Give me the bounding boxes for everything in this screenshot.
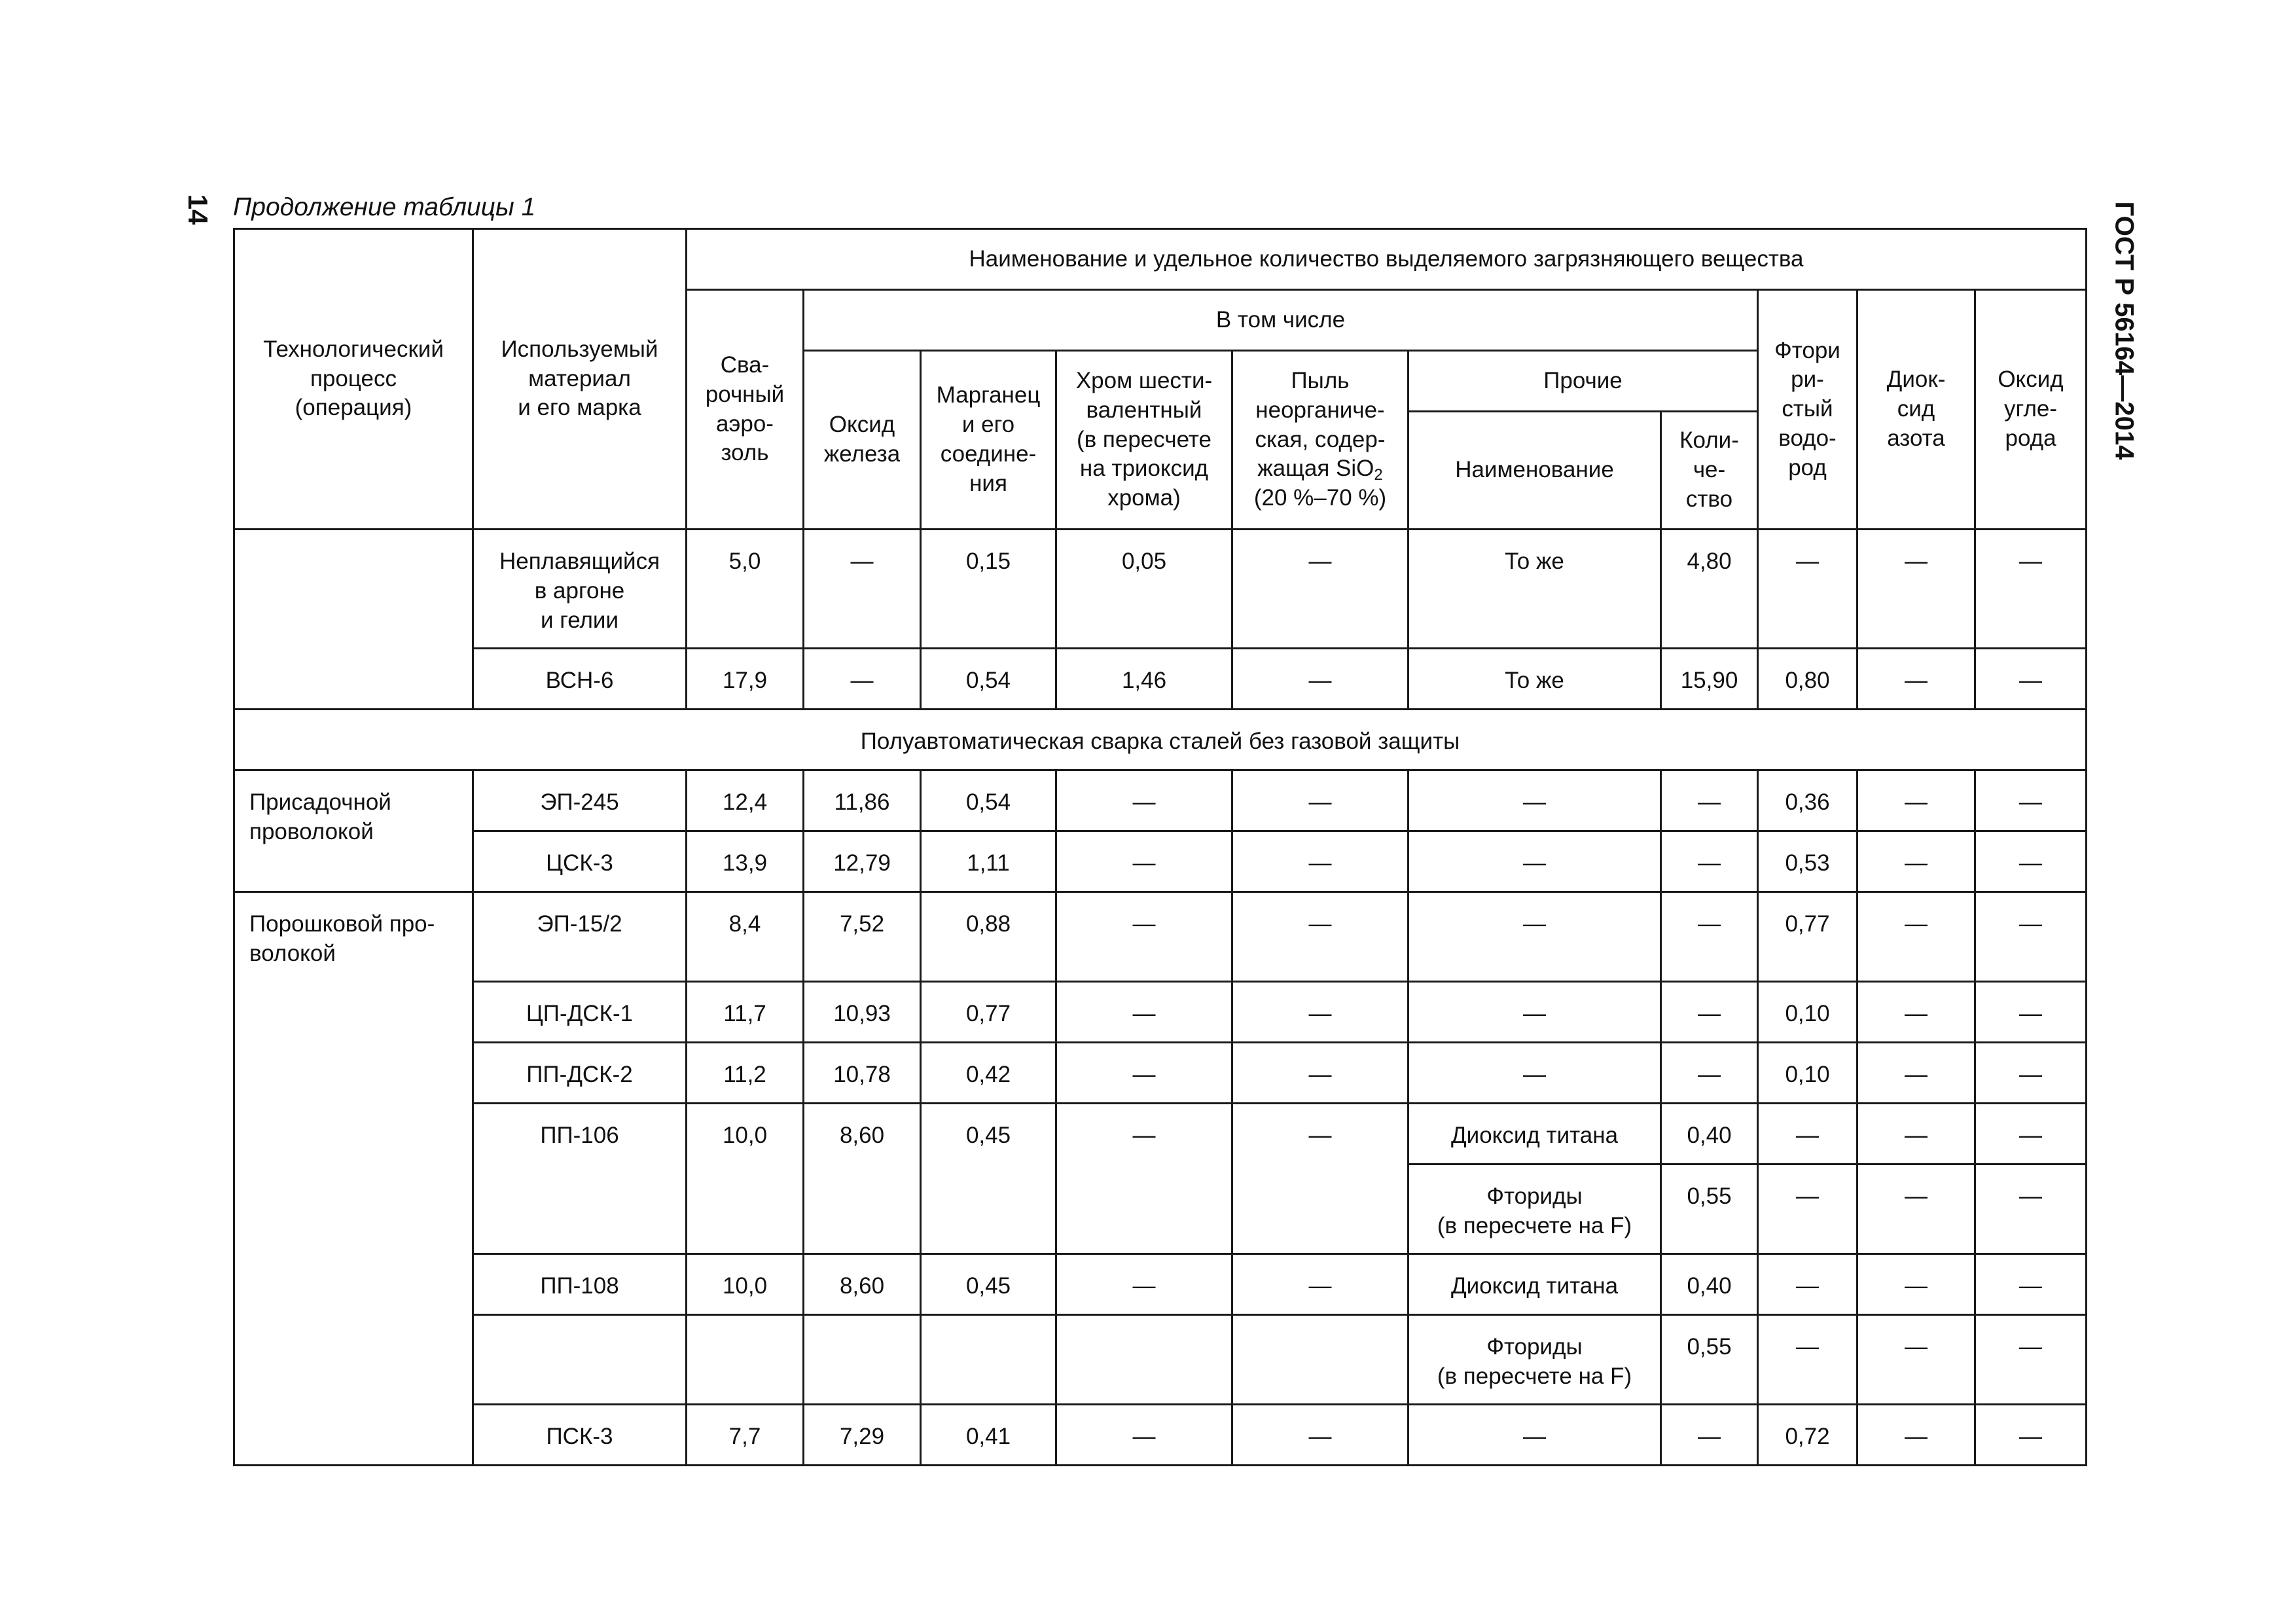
cell-no2: — [1857,1315,1975,1405]
cell-material: ЭП-245 [473,770,687,831]
cell-process: Порошковой про- волокой [234,892,473,1466]
cell-manganese: 0,77 [921,982,1056,1043]
table-caption: Продолжение таблицы 1 [233,193,536,221]
cell-iron-oxide: — [804,649,921,710]
cell-manganese: 0,42 [921,1043,1056,1104]
cell-hf: — [1758,1315,1857,1405]
table-row [234,1043,2087,1104]
cell-dust: — [1232,982,1408,1043]
cell-manganese: 1,11 [921,831,1056,892]
table-row [234,892,2087,982]
cell-aerosol: 10,0 [687,1254,804,1315]
cell-no2: — [1857,982,1975,1043]
cell-process [234,530,473,710]
cell-no2: — [1857,892,1975,982]
cell-iron-oxide: 8,60 [804,1254,921,1315]
header-no2: Диок- сид азота [1857,290,1975,530]
cell-other-name: — [1408,831,1661,892]
cell-other-qty: — [1661,770,1758,831]
header-other-name: Наименование [1408,412,1661,530]
cell-co: — [1975,831,2087,892]
cell-hf: 0,80 [1758,649,1857,710]
header-aerosol: Сва- рочный аэро- золь [687,290,804,530]
table-row [234,982,2087,1043]
cell-co: — [1975,1043,2087,1104]
header-including: В том числе [804,290,1758,351]
cell-manganese: 0,45 [921,1254,1056,1315]
table-row [234,831,2087,892]
cell-co: — [1975,1315,2087,1405]
cell-aerosol: 11,7 [687,982,804,1043]
cell-no2: — [1857,770,1975,831]
cell-chromium: — [1056,1104,1232,1254]
cell-chromium: — [1056,1254,1232,1315]
cell-co: — [1975,1254,2087,1315]
cell-aerosol: 11,2 [687,1043,804,1104]
cell-material [473,1315,687,1405]
cell-co: — [1975,892,2087,982]
cell-material: ЦСК-3 [473,831,687,892]
cell-other-name: Диоксид титана [1408,1254,1661,1315]
cell-hf: — [1758,1164,1857,1254]
cell-other-name: То же [1408,530,1661,649]
header-other: Прочие [1408,351,1758,412]
header-hf: Фтори ри- стый водо- род [1758,290,1857,530]
cell-manganese: 0,41 [921,1405,1056,1466]
cell-hf: — [1758,530,1857,649]
cell-aerosol: 10,0 [687,1104,804,1254]
cell-other-name: Диоксид титана [1408,1104,1661,1164]
cell-other-qty: — [1661,831,1758,892]
cell-aerosol: 7,7 [687,1405,804,1466]
cell-other-qty: — [1661,1405,1758,1466]
cell-chromium: — [1056,1043,1232,1104]
cell-aerosol: 13,9 [687,831,804,892]
cell-iron-oxide: 7,29 [804,1405,921,1466]
cell-aerosol: 17,9 [687,649,804,710]
cell-other-name: — [1408,770,1661,831]
cell-material: ПП-ДСК-2 [473,1043,687,1104]
header-material: Используемый материал и его марка [473,229,687,530]
cell-dust: — [1232,831,1408,892]
header-iron-oxide: Оксид железа [804,351,921,530]
cell-iron-oxide [804,1315,921,1405]
cell-chromium: — [1056,892,1232,982]
document-code: ГОСТ Р 56164—2014 [2109,201,2139,460]
cell-other-qty: 4,80 [1661,530,1758,649]
cell-manganese: 0,54 [921,770,1056,831]
cell-chromium: — [1056,1405,1232,1466]
cell-manganese [921,1315,1056,1405]
cell-other-name: — [1408,1405,1661,1466]
cell-hf: 0,77 [1758,892,1857,982]
cell-iron-oxide: 11,86 [804,770,921,831]
cell-manganese: 0,88 [921,892,1056,982]
cell-material: Неплавящийся в аргоне и гелии [473,530,687,649]
cell-co: — [1975,530,2087,649]
cell-material: ВСН-6 [473,649,687,710]
table-row [234,1405,2087,1466]
cell-hf: — [1758,1254,1857,1315]
cell-other-name: Фториды (в пересчете на F) [1408,1164,1661,1254]
cell-hf: 0,36 [1758,770,1857,831]
cell-co: — [1975,649,2087,710]
cell-manganese: 0,54 [921,649,1056,710]
cell-hf: 0,72 [1758,1405,1857,1466]
header-process: Технологический процесс (операция) [234,229,473,530]
cell-aerosol: 12,4 [687,770,804,831]
cell-no2: — [1857,831,1975,892]
cell-other-name: То же [1408,649,1661,710]
cell-iron-oxide: 12,79 [804,831,921,892]
table-row [234,530,2087,649]
cell-dust: — [1232,649,1408,710]
cell-chromium: — [1056,982,1232,1043]
cell-material: ПП-106 [473,1104,687,1254]
cell-no2: — [1857,1104,1975,1164]
cell-no2: — [1857,1254,1975,1315]
cell-material: ЭП-15/2 [473,892,687,982]
cell-hf: 0,10 [1758,982,1857,1043]
table-row [234,1254,2087,1315]
cell-other-name: — [1408,892,1661,982]
page-number: 14 [183,194,213,225]
header-other-qty: Коли- че- ство [1661,412,1758,530]
cell-dust: — [1232,770,1408,831]
table-row [234,1315,2087,1405]
cell-dust: — [1232,1104,1408,1254]
cell-material: ПСК-3 [473,1405,687,1466]
header-dust: Пыль неорганиче- ская, содер- жащая SiO$_2$ (20 %–70 %) [1232,351,1408,530]
cell-chromium: — [1056,770,1232,831]
cell-process: Присадочной проволокой [234,770,473,892]
cell-aerosol: 5,0 [687,530,804,649]
cell-co: — [1975,1405,2087,1466]
cell-iron-oxide: 7,52 [804,892,921,982]
header-manganese: Марганец и его соедине- ния [921,351,1056,530]
cell-iron-oxide: 8,60 [804,1104,921,1254]
cell-hf: 0,10 [1758,1043,1857,1104]
cell-material: ПП-108 [473,1254,687,1315]
cell-manganese: 0,45 [921,1104,1056,1254]
cell-iron-oxide: 10,78 [804,1043,921,1104]
cell-dust [1232,1315,1408,1405]
cell-other-name: Фториды (в пересчете на F) [1408,1315,1661,1405]
cell-other-qty: — [1661,892,1758,982]
cell-dust: — [1232,530,1408,649]
cell-no2: — [1857,530,1975,649]
cell-no2: — [1857,1405,1975,1466]
cell-chromium: 0,05 [1056,530,1232,649]
cell-other-name: — [1408,982,1661,1043]
cell-material: ЦП-ДСК-1 [473,982,687,1043]
cell-dust: — [1232,1405,1408,1466]
header-co: Оксид угле- рода [1975,290,2087,530]
cell-chromium: 1,46 [1056,649,1232,710]
cell-hf: — [1758,1104,1857,1164]
cell-co: — [1975,1104,2087,1164]
section-title: Полуавтоматическая сварка сталей без газовой защиты [234,710,2087,770]
table-body [234,530,2087,1466]
cell-hf: 0,53 [1758,831,1857,892]
cell-other-qty: 0,40 [1661,1104,1758,1164]
cell-other-qty: — [1661,1043,1758,1104]
table-row [234,710,2087,770]
cell-co: — [1975,982,2087,1043]
cell-other-qty: 15,90 [1661,649,1758,710]
cell-no2: — [1857,1164,1975,1254]
cell-manganese: 0,15 [921,530,1056,649]
cell-other-qty: 0,40 [1661,1254,1758,1315]
table-row [234,770,2087,831]
cell-co: — [1975,770,2087,831]
table-row [234,1104,2087,1164]
cell-chromium [1056,1315,1232,1405]
cell-no2: — [1857,649,1975,710]
header-chromium: Хром шести- валентный (в пересчете на триоксид хрома) [1056,351,1232,530]
cell-dust: — [1232,1043,1408,1104]
cell-iron-oxide: 10,93 [804,982,921,1043]
cell-aerosol: 8,4 [687,892,804,982]
emissions-table [233,228,2087,1466]
cell-other-qty: 0,55 [1661,1164,1758,1254]
cell-dust: — [1232,892,1408,982]
cell-aerosol [687,1315,804,1405]
cell-other-qty: — [1661,982,1758,1043]
cell-chromium: — [1056,831,1232,892]
cell-other-qty: 0,55 [1661,1315,1758,1405]
table-row [234,649,2087,710]
cell-no2: — [1857,1043,1975,1104]
cell-iron-oxide: — [804,530,921,649]
table-header [234,229,2087,530]
cell-other-name: — [1408,1043,1661,1104]
cell-dust: — [1232,1254,1408,1315]
header-group: Наименование и удельное количество выделяемого загрязняющего вещества [687,229,2087,290]
cell-co: — [1975,1164,2087,1254]
